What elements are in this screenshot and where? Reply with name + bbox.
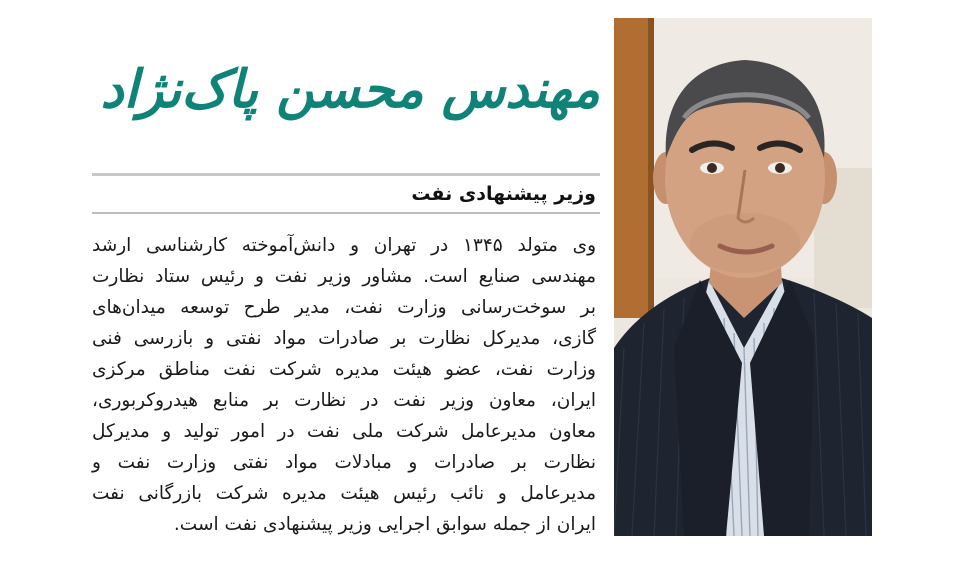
body-line: مدیرعامل و نائب رئیس هیئت مدیره شرکت بازرگانی نفت bbox=[92, 483, 596, 504]
top-divider bbox=[92, 173, 600, 176]
person-name-title: مهندس محسن پاک‌نژاد bbox=[100, 59, 600, 120]
body-line: وزارت نفت، عضو هیئت مدیره شرکت نفت مناطق مرکزی bbox=[92, 359, 596, 380]
body-line: بر سوخت‌رسانی وزارت نفت، مدیر طرح توسعه میدان‌های bbox=[92, 297, 596, 318]
position-subtitle: وزیر پیشنهادی نفت bbox=[411, 183, 596, 205]
body-line: ایران، معاون وزیر نفت در نظارت بر منابع هیدروکربوری، bbox=[92, 390, 596, 411]
body-line: مهندسی صنایع است. مشاور وزیر نفت و رئیس ستاد نظارت bbox=[92, 266, 596, 287]
body-line: معاون مدیرعامل شرکت ملی نفت در امور تولید و مدیرکل bbox=[92, 421, 596, 442]
body-line: گازی، مدیرکل نظارت بر صادرات مواد نفتی و بازرسی فنی bbox=[92, 328, 596, 349]
body-line: وی متولد ۱۳۴۵ در تهران و دانش‌آموخته کارشناسی ارشد bbox=[92, 235, 596, 256]
biography-paragraph bbox=[92, 230, 596, 540]
bottom-divider bbox=[92, 212, 600, 214]
body-line: نظارت بر صادرات و مبادلات مواد نفتی وزارت نفت و bbox=[92, 452, 596, 473]
portrait-photo bbox=[614, 18, 872, 536]
body-line: ایران از جمله سوابق اجرایی وزیر پیشنهادی نفت است. bbox=[173, 514, 596, 535]
